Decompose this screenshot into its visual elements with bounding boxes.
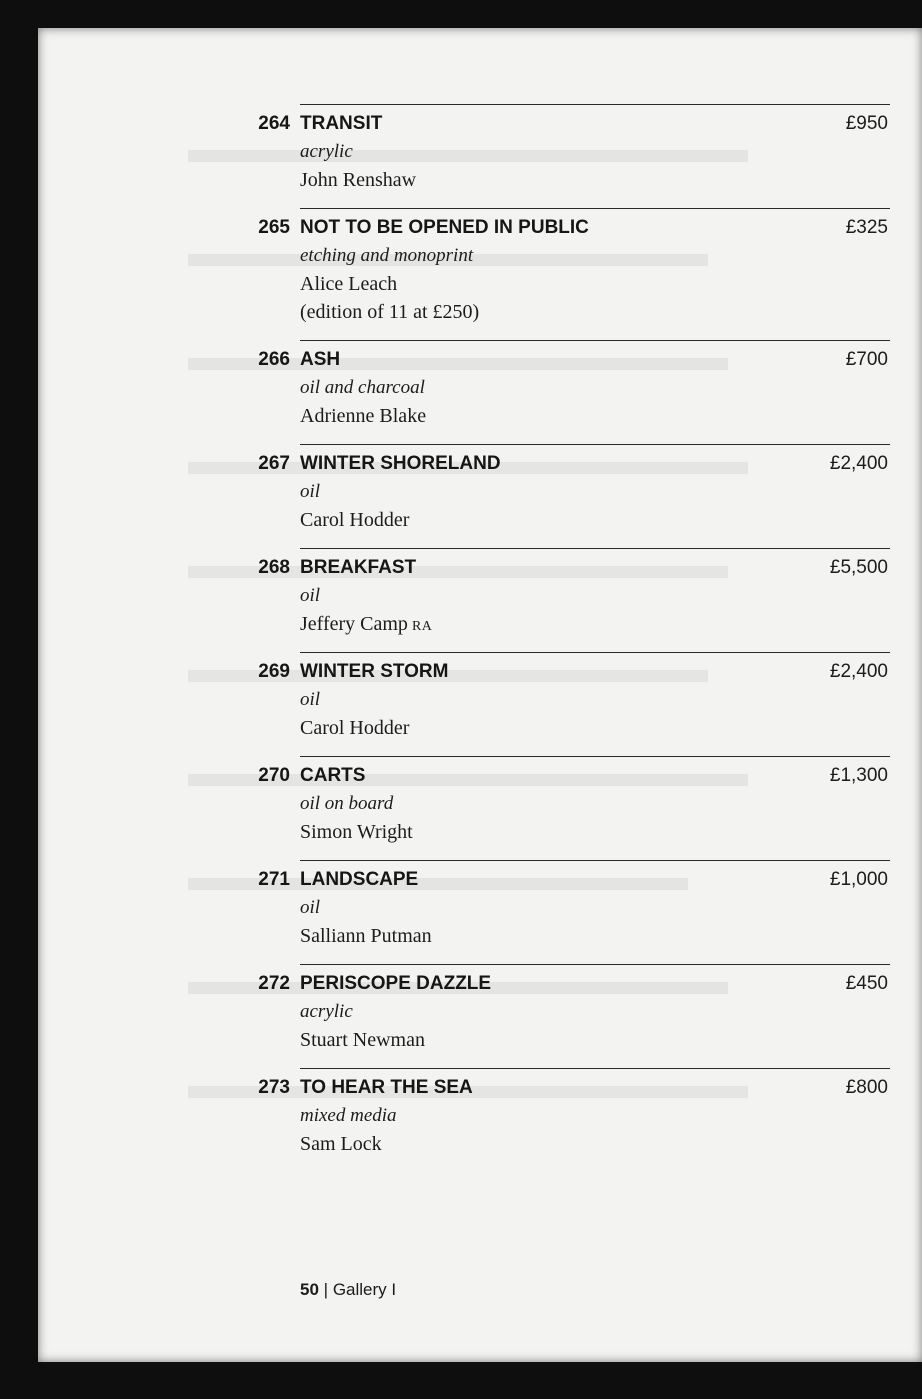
catalogue-entry-269: [38, 652, 922, 756]
section-name: Gallery I: [332, 1280, 397, 1299]
entry-divider: [300, 964, 890, 965]
artist-name: [300, 717, 409, 740]
artist-name-text: Carol Hodder: [300, 717, 410, 739]
entry-divider: [300, 208, 890, 209]
artwork-medium: oil: [300, 897, 321, 918]
artist-name-text: Carol Hodder: [300, 509, 410, 531]
catalogue-entry-265: [38, 208, 922, 323]
entry-divider: [300, 104, 890, 105]
artwork-title: WINTER STORM: [300, 661, 449, 682]
lot-number: 270: [258, 765, 290, 786]
lot-number: 266: [258, 349, 290, 370]
artist-name-text: Alice Leach: [300, 273, 398, 295]
artwork-medium: oil and charcoal: [300, 377, 425, 398]
lot-number: 273: [258, 1077, 290, 1098]
artist-name: [300, 925, 432, 948]
artist-name-text: Sam Lock: [300, 1133, 382, 1155]
entry-divider: [300, 340, 890, 341]
entry-divider: [300, 652, 890, 653]
artwork-title: NOT TO BE OPENED IN PUBLIC: [300, 217, 589, 238]
catalogue-entry-264: [38, 104, 922, 208]
artist-name-text: Salliann Putman: [300, 925, 432, 947]
artwork-medium: oil: [300, 689, 321, 710]
lot-number: 272: [258, 973, 290, 994]
entry-divider: [300, 444, 890, 445]
artwork-medium: acrylic: [300, 1001, 353, 1022]
entry-divider: [300, 756, 890, 757]
lot-number: 264: [258, 113, 290, 134]
artist-name: [300, 1133, 382, 1156]
artist-name-text: Stuart Newman: [300, 1029, 425, 1051]
artwork-title: LANDSCAPE: [300, 869, 419, 890]
artwork-title: BREAKFAST: [300, 557, 417, 578]
artist-name: [300, 1029, 425, 1052]
artist-name-text: Jeffery Camp: [300, 613, 408, 635]
artwork-title: TRANSIT: [300, 113, 383, 134]
catalogue-entry-268: [38, 548, 922, 652]
catalogue-entry-271: [38, 860, 922, 964]
lot-number: 269: [258, 661, 290, 682]
artwork-price: £700: [845, 349, 888, 370]
lot-number: 265: [258, 217, 290, 238]
artwork-price: £2,400: [829, 661, 888, 682]
page-number: 50: [300, 1280, 319, 1299]
honour-suffix: RA: [411, 619, 433, 634]
lot-number: 271: [258, 869, 290, 890]
artwork-price: £950: [845, 113, 888, 134]
entry-divider: [300, 1068, 890, 1069]
catalogue-entry-273: [38, 1068, 922, 1172]
footer-separator: |: [323, 1280, 329, 1299]
entry-divider: [300, 860, 890, 861]
page-footer: [300, 1280, 396, 1300]
artist-name: [300, 509, 409, 532]
artwork-price: £2,400: [829, 453, 888, 474]
artwork-title: TO HEAR THE SEA: [300, 1077, 473, 1098]
lot-number: 268: [258, 557, 290, 578]
artist-name-text: John Renshaw: [300, 169, 417, 191]
artist-name: [300, 821, 413, 844]
entry-divider: [300, 548, 890, 549]
artist-name: [300, 405, 426, 428]
artwork-medium: mixed media: [300, 1105, 397, 1126]
artwork-price: £1,000: [829, 869, 888, 890]
artwork-title: CARTS: [300, 765, 366, 786]
artist-name-text: Simon Wright: [300, 821, 413, 843]
catalogue-entry-267: [38, 444, 922, 548]
artwork-title: ASH: [300, 349, 341, 370]
edition-note: (edition of 11 at £250): [300, 301, 480, 323]
catalogue-entry-272: [38, 964, 922, 1068]
artwork-price: £1,300: [829, 765, 888, 786]
artist-name: [300, 613, 432, 636]
artwork-title: PERISCOPE DAZZLE: [300, 973, 492, 994]
artwork-medium: oil on board: [300, 793, 394, 814]
artwork-medium: oil: [300, 585, 321, 606]
artwork-medium: oil: [300, 481, 321, 502]
artwork-price: £5,500: [829, 557, 888, 578]
catalogue-entry-266: [38, 340, 922, 444]
artwork-title: WINTER SHORELAND: [300, 453, 501, 474]
artwork-price: £325: [845, 217, 888, 238]
artist-name-text: Adrienne Blake: [300, 405, 427, 427]
artwork-price: £800: [845, 1077, 888, 1098]
artwork-medium: etching and monoprint: [300, 245, 474, 266]
catalogue-page: [38, 28, 922, 1362]
artist-name: [300, 273, 397, 296]
catalogue-entry-270: [38, 756, 922, 860]
artist-name: [300, 169, 416, 192]
artwork-price: £450: [845, 973, 888, 994]
lot-number: 267: [258, 453, 290, 474]
artwork-medium: acrylic: [300, 141, 353, 162]
